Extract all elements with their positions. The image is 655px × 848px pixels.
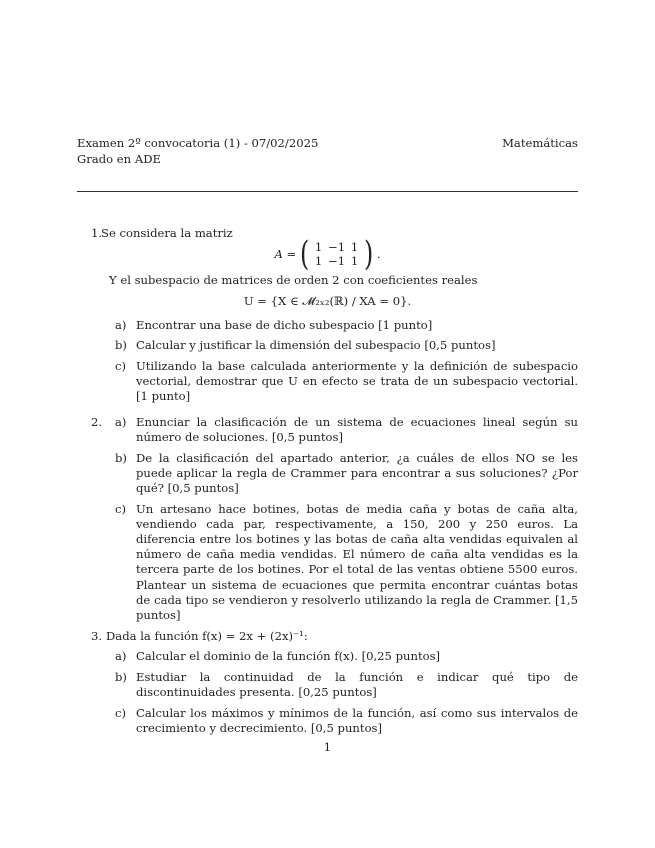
list-item: c) Calcular los máximos y mínimos de la función, así como sus intervalos de crecimiento y decrecimiento. [0,5 puntos] xyxy=(115,706,578,736)
list-item: c) Utilizando la base calculada anteriormente y la definición de subespacio vectorial, demostrar que U en efecto se trata de un subespacio vectorial. [1 punto] xyxy=(115,359,578,404)
exam-header xyxy=(77,135,578,167)
matrix-cell: 1 xyxy=(350,240,359,255)
list-item: a) Calcular el dominio de la función f(x). [0,25 puntos] xyxy=(115,649,441,664)
matrix-definition xyxy=(77,234,578,275)
question-number: 2. xyxy=(91,414,103,429)
question-3-items xyxy=(115,649,578,736)
matrix-lhs: A = xyxy=(274,246,297,261)
right-paren: ) xyxy=(363,234,373,275)
question-intro: Se considera la matriz xyxy=(101,226,233,240)
list-item: a) Enunciar la clasificación de un sistema de ecuaciones lineal según su número de soluciones. [0,5 puntos] xyxy=(115,414,578,444)
matrix-cell: −1 xyxy=(328,240,346,255)
matrix-cell: 1 xyxy=(350,254,359,269)
list-item: b) Calcular y justificar la dimensión del subespacio [0,5 puntos] xyxy=(115,338,496,353)
subspace-definition: U = {X ∈ 𝓜₂ₓ₂(ℝ) / XA = 0}. xyxy=(243,294,412,309)
matrix-cell: 1 xyxy=(314,254,323,269)
left-paren: ( xyxy=(300,234,310,275)
matrix-cell: −1 xyxy=(328,254,346,269)
matrix-A xyxy=(298,234,375,275)
header-rule xyxy=(77,191,578,192)
question-intro: Dada la función f(x) = 2x + (2x)⁻¹: xyxy=(106,629,308,644)
question-3 xyxy=(77,629,578,736)
exam-content xyxy=(77,226,578,742)
list-item: c) Un artesano hace botines, botas de media caña y botas de caña alta, vendiendo cada par, respectivamente, a 150, 200 y 250 euros. La diferencia entre los botines y las botas de caña alta vendidas equivalen al número de caña media vendidas. El número de caña alta vendidas es la tercera parte de los botines. Por el total de las ventas obtiene 5500 euros. Plantear un sistema de ecuaciones que permita encontrar cuántas botas de cada tipo se vendieron y resolverlo utilizando la regla de Crammer. [1,5 puntos] xyxy=(115,501,578,623)
question-1-items xyxy=(115,318,578,405)
question-2-items xyxy=(115,415,578,624)
list-item: a) Encontrar una base de dicho subespacio [1 punto] xyxy=(115,317,433,332)
page-number: 1 xyxy=(323,740,332,754)
subject-name: Matemáticas xyxy=(502,136,578,150)
degree-name: Grado en ADE xyxy=(77,152,161,166)
question-1 xyxy=(77,226,578,405)
exam-title: Examen 2º convocatoria (1) - 07/02/2025 xyxy=(77,136,319,150)
question-2 xyxy=(77,415,578,624)
question-number: 3. xyxy=(91,629,103,644)
matrix-end: . xyxy=(376,246,381,261)
subspace-text: Y el subespacio de matrices de orden 2 con coeficientes reales xyxy=(109,273,478,288)
list-item: b) Estudiar la continuidad de la función e indicar qué tipo de discontinuidades presenta. [0,25 puntos] xyxy=(115,670,578,700)
matrix-cell: 1 xyxy=(314,240,323,255)
question-number: 1. xyxy=(91,226,103,240)
list-item: b) De la clasificación del apartado anterior, ¿a cuáles de ellos NO se les puede aplicar la regla de Crammer para encontrar a sus soluciones? ¿Por qué? [0,5 puntos] xyxy=(115,450,578,495)
